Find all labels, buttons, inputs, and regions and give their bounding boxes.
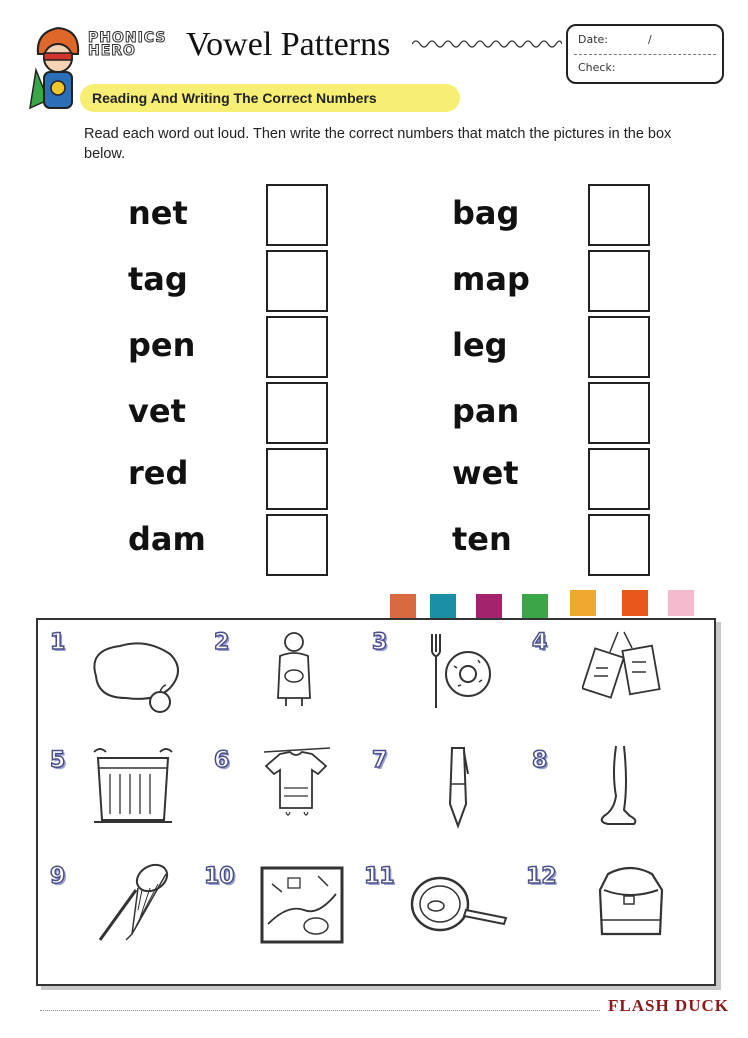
date-slash: /: [648, 33, 652, 46]
picture-number-9: 9: [50, 864, 66, 889]
answer-box-dam[interactable]: [266, 514, 328, 576]
picture-number-1: 1: [50, 630, 66, 655]
pen-icon: [442, 744, 472, 830]
date-label: Date:: [578, 33, 608, 46]
net-icon: [96, 860, 176, 946]
answer-box-leg[interactable]: [588, 316, 650, 378]
answer-box-bag[interactable]: [588, 184, 650, 246]
date-check-box: [566, 24, 724, 84]
fork-and-donut-icon: [426, 630, 496, 710]
leg-icon: [594, 744, 644, 830]
check-label: Check:: [578, 61, 616, 74]
color-tab-green: [522, 594, 548, 620]
picture-number-4: 4: [532, 630, 548, 655]
map-icon: [258, 864, 346, 946]
answer-box-map[interactable]: [588, 250, 650, 312]
picture-number-7: 7: [372, 748, 388, 773]
word-ten: ten: [452, 520, 512, 558]
date-divider: [574, 54, 716, 55]
picture-number-8: 8: [532, 748, 548, 773]
word-bag: bag: [452, 194, 520, 232]
picture-number-12: 12: [526, 864, 557, 889]
color-tab-pink: [668, 590, 694, 616]
price-tags-icon: [582, 630, 672, 706]
subtitle: Reading And Writing The Correct Numbers: [92, 90, 377, 106]
answer-box-pan[interactable]: [588, 382, 650, 444]
picture-number-5: 5: [50, 748, 66, 773]
word-map: map: [452, 260, 530, 298]
word-net: net: [128, 194, 188, 232]
picture-number-6: 6: [214, 748, 230, 773]
word-dam: dam: [128, 520, 206, 558]
wet-puddle-icon: [86, 636, 186, 716]
color-tab-red-orange: [622, 590, 648, 616]
footer-divider: [40, 1010, 600, 1011]
color-tab-magenta: [476, 594, 502, 620]
pictures-panel: [36, 618, 716, 986]
bag-icon: [594, 860, 668, 944]
word-wet: wet: [452, 454, 519, 492]
picture-number-2: 2: [214, 630, 230, 655]
answer-box-wet[interactable]: [588, 448, 650, 510]
color-tab-orange: [390, 594, 416, 620]
color-tab-yellow: [570, 590, 596, 616]
vet-icon: [266, 628, 322, 708]
word-tag: tag: [128, 260, 188, 298]
picture-number-10: 10: [204, 864, 235, 889]
pan-icon: [408, 870, 512, 940]
word-pan: pan: [452, 392, 520, 430]
answer-box-net[interactable]: [266, 184, 328, 246]
dam-icon: [90, 744, 176, 828]
word-red: red: [128, 454, 189, 492]
answer-box-ten[interactable]: [588, 514, 650, 576]
word-pen: pen: [128, 326, 196, 364]
picture-number-11: 11: [364, 864, 395, 889]
hero-mascot-icon: [28, 20, 88, 110]
answer-box-tag[interactable]: [266, 250, 328, 312]
picture-number-3: 3: [372, 630, 388, 655]
wave-divider: [412, 36, 562, 52]
answer-box-red[interactable]: [266, 448, 328, 510]
footer-logo: FLASH DUCK: [608, 996, 729, 1015]
word-vet: vet: [128, 392, 186, 430]
color-tab-teal: [430, 594, 456, 620]
word-leg: leg: [452, 326, 508, 364]
instructions: Read each word out loud. Then write the correct numbers that match the pictures in the box below.: [84, 126, 672, 162]
answer-box-vet[interactable]: [266, 382, 328, 444]
red-shirt-icon: [262, 742, 332, 822]
answer-box-pen[interactable]: [266, 316, 328, 378]
page-title: Vowel Patterns: [186, 26, 391, 63]
brand-logo: PHONICS HERO: [88, 30, 167, 59]
